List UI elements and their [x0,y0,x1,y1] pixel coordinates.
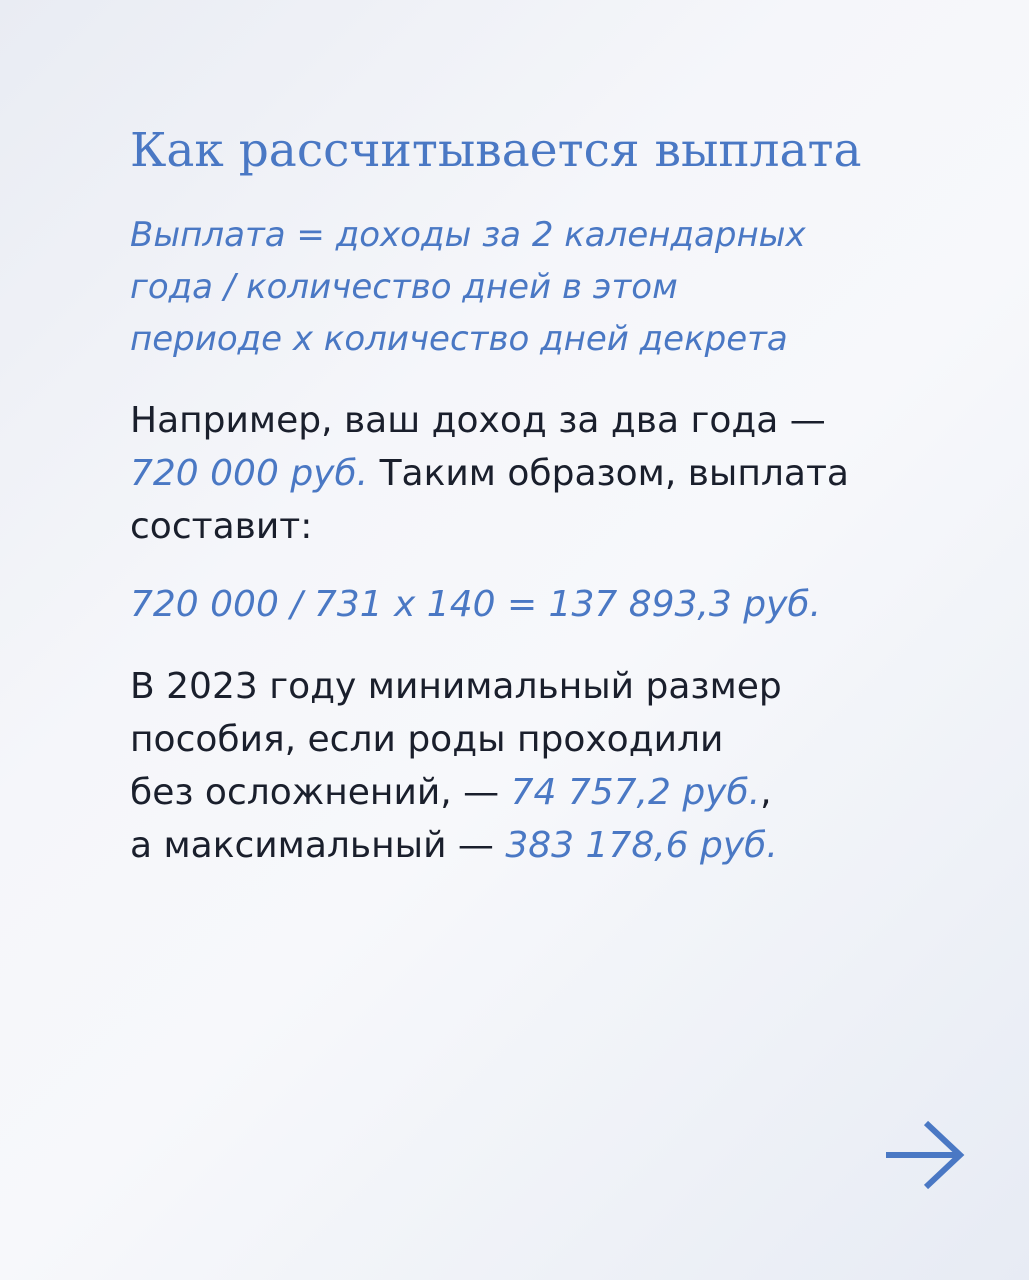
example-line-rest: Таким образом, выплата [368,453,849,494]
min-prefix: без осложнений, — [130,772,511,813]
example-line [130,447,849,500]
page-title: Как рассчитывается выплата [130,123,862,178]
minmax-line: пособия, если роды проходили [130,719,724,760]
min-suffix: , [760,772,772,813]
example-line: составит: [130,506,313,547]
example-line: Например, ваш доход за два года — [130,400,826,441]
minmax-line [130,766,782,819]
min-amount: 74 757,2 руб. [510,772,761,813]
minmax-line: В 2023 году минимальный размер [130,666,782,707]
example-paragraph [130,394,849,553]
formula-line: Выплата = доходы за 2 календарных [130,215,806,255]
calculation-text: 720 000 / 731 х 140 = 137 893,3 руб. [130,584,822,625]
max-amount: 383 178,6 руб. [505,825,778,866]
minmax-line [130,819,782,872]
example-amount: 720 000 руб. [130,453,369,494]
max-prefix: а максимальный — [130,825,506,866]
formula-line: периоде х количество дней декрета [130,319,788,359]
formula-line: года / количество дней в этом [130,267,678,307]
minmax-paragraph [130,660,782,872]
formula-text [130,209,910,365]
arrow-right-icon[interactable] [884,1114,966,1196]
